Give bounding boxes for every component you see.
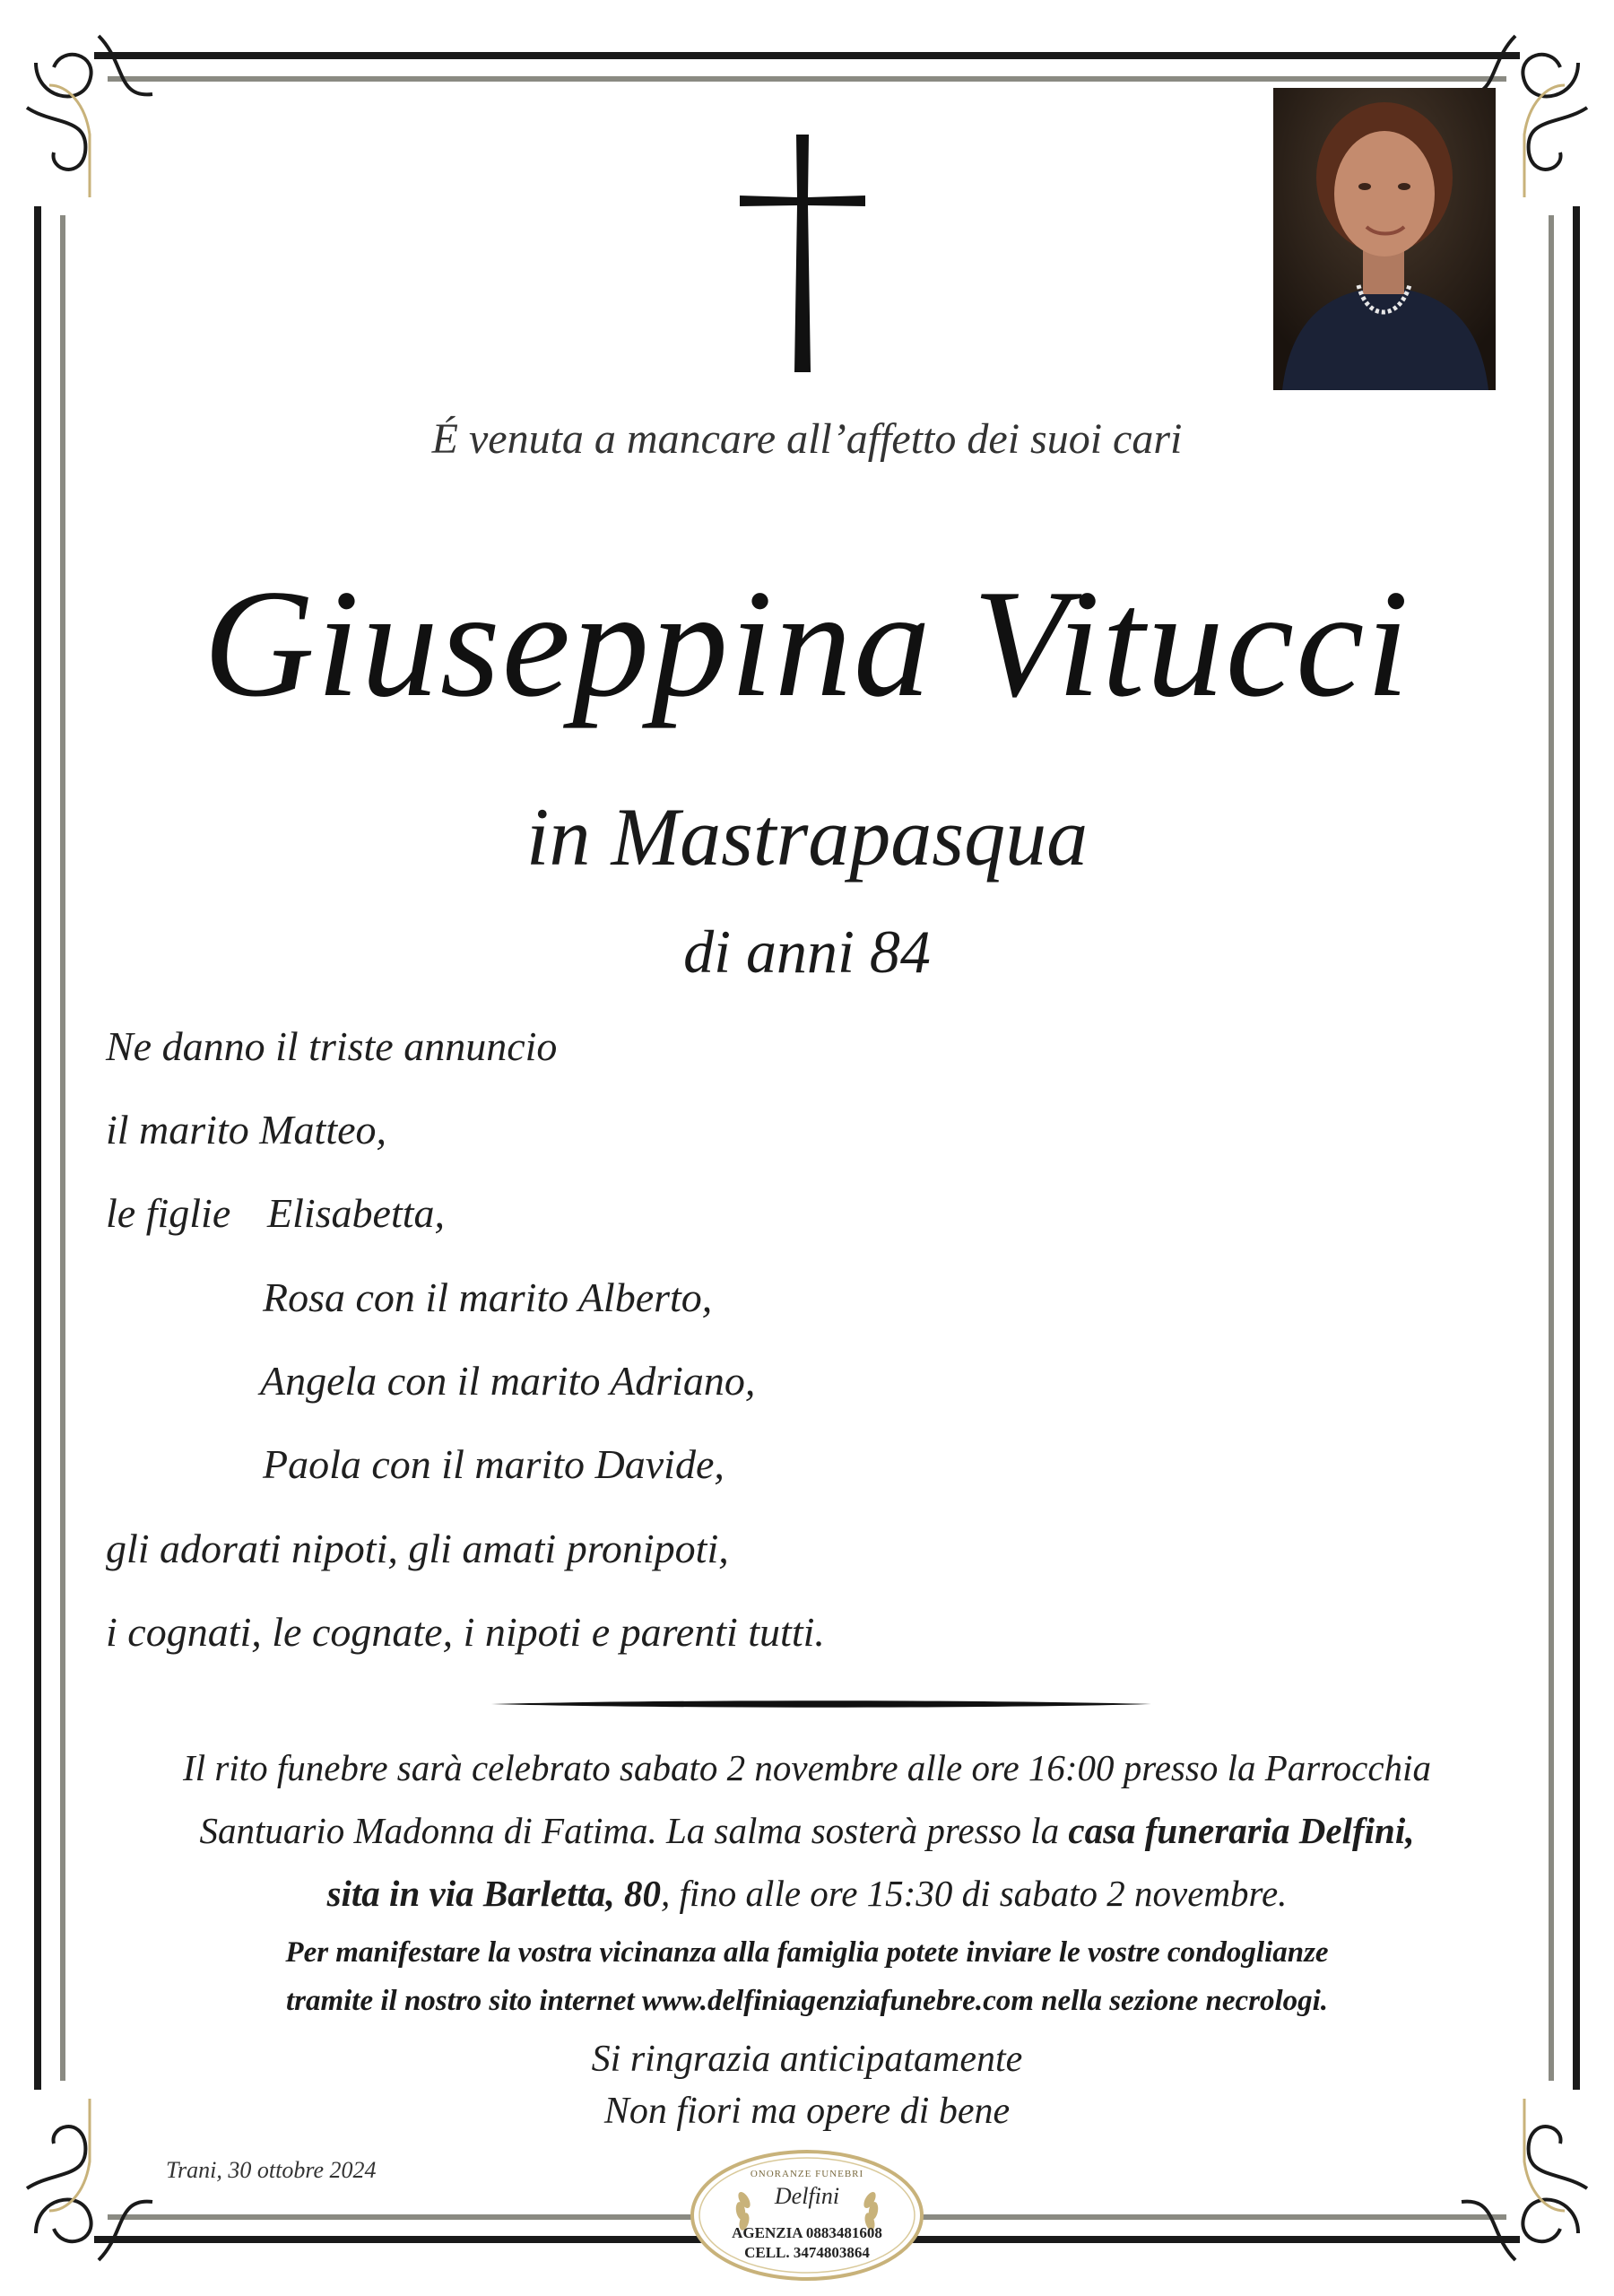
funeral-home-address: sita in via Barletta, 80 bbox=[326, 1873, 662, 1914]
corner-ornament-icon bbox=[27, 36, 152, 197]
cross-icon bbox=[735, 135, 870, 372]
rite-line bbox=[85, 1862, 1529, 1925]
condolence-line: tramite il nostro sito internet www.delfiniagenziafunebre.com nella sezione necrologi. bbox=[285, 1985, 1329, 2017]
age-text: di anni 84 bbox=[683, 918, 931, 986]
daughter-line: Rosa con il marito Alberto, bbox=[263, 1274, 713, 1320]
rite-line: Il rito funebre sarà celebrato sabato 2 novembre alle ore 16:00 presso la Parrocchia bbox=[183, 1747, 1431, 1788]
no-flowers-text: Non fiori ma opere di bene bbox=[603, 2091, 1011, 2132]
thanks-text: Si ringrazia anticipatamente bbox=[591, 2039, 1023, 2080]
divider bbox=[491, 1698, 1151, 1710]
daughter-line: Paola con il marito Davide, bbox=[263, 1441, 725, 1487]
intro-text: É venuta a mancare all’affetto dei suoi cari bbox=[431, 415, 1183, 463]
rite-text: , fino alle ore 15:30 di sabato 2 novembre. bbox=[661, 1873, 1288, 1914]
relatives-line: i cognati, le cognate, i nipoti e parenti tutti. bbox=[106, 1609, 825, 1655]
daughter-line: Angela con il marito Adriano, bbox=[260, 1358, 756, 1404]
rite-text: Santuario Madonna di Fatima. La salma sosterà presso la bbox=[199, 1810, 1069, 1851]
daughter-line: Elisabetta, bbox=[267, 1190, 446, 1236]
logo-name: Delfini bbox=[774, 2183, 840, 2209]
grandchildren-line: gli adorati nipoti, gli amati pronipoti, bbox=[106, 1526, 729, 1571]
condolence-line: Per manifestare la vostra vicinanza alla famiglia potete inviare le vostre condoglianze bbox=[285, 1936, 1329, 1969]
condolence-text bbox=[81, 1928, 1533, 2025]
husband-line: il marito Matteo, bbox=[106, 1107, 387, 1152]
cell-phone: CELL. 3474803864 bbox=[744, 2244, 870, 2261]
agency-phone: AGENZIA 0883481608 bbox=[732, 2224, 882, 2241]
funeral-rite-text bbox=[85, 1736, 1529, 1925]
rite-line bbox=[85, 1799, 1529, 1862]
daughters-label: le figlie bbox=[106, 1190, 231, 1236]
deceased-name: Giuseppina Vitucci bbox=[203, 559, 1411, 729]
date-text: Trani, 30 ottobre 2024 bbox=[166, 2157, 377, 2183]
married-name: in Mastrapasqua bbox=[525, 791, 1089, 883]
deceased-photo bbox=[1273, 88, 1496, 390]
funeral-home-name: casa funeraria Delfini, bbox=[1068, 1810, 1415, 1851]
logo-top-text: ONORANZE FUNEBRI bbox=[750, 2169, 864, 2179]
announcement-line: Ne danno il triste annuncio bbox=[106, 1023, 558, 1069]
